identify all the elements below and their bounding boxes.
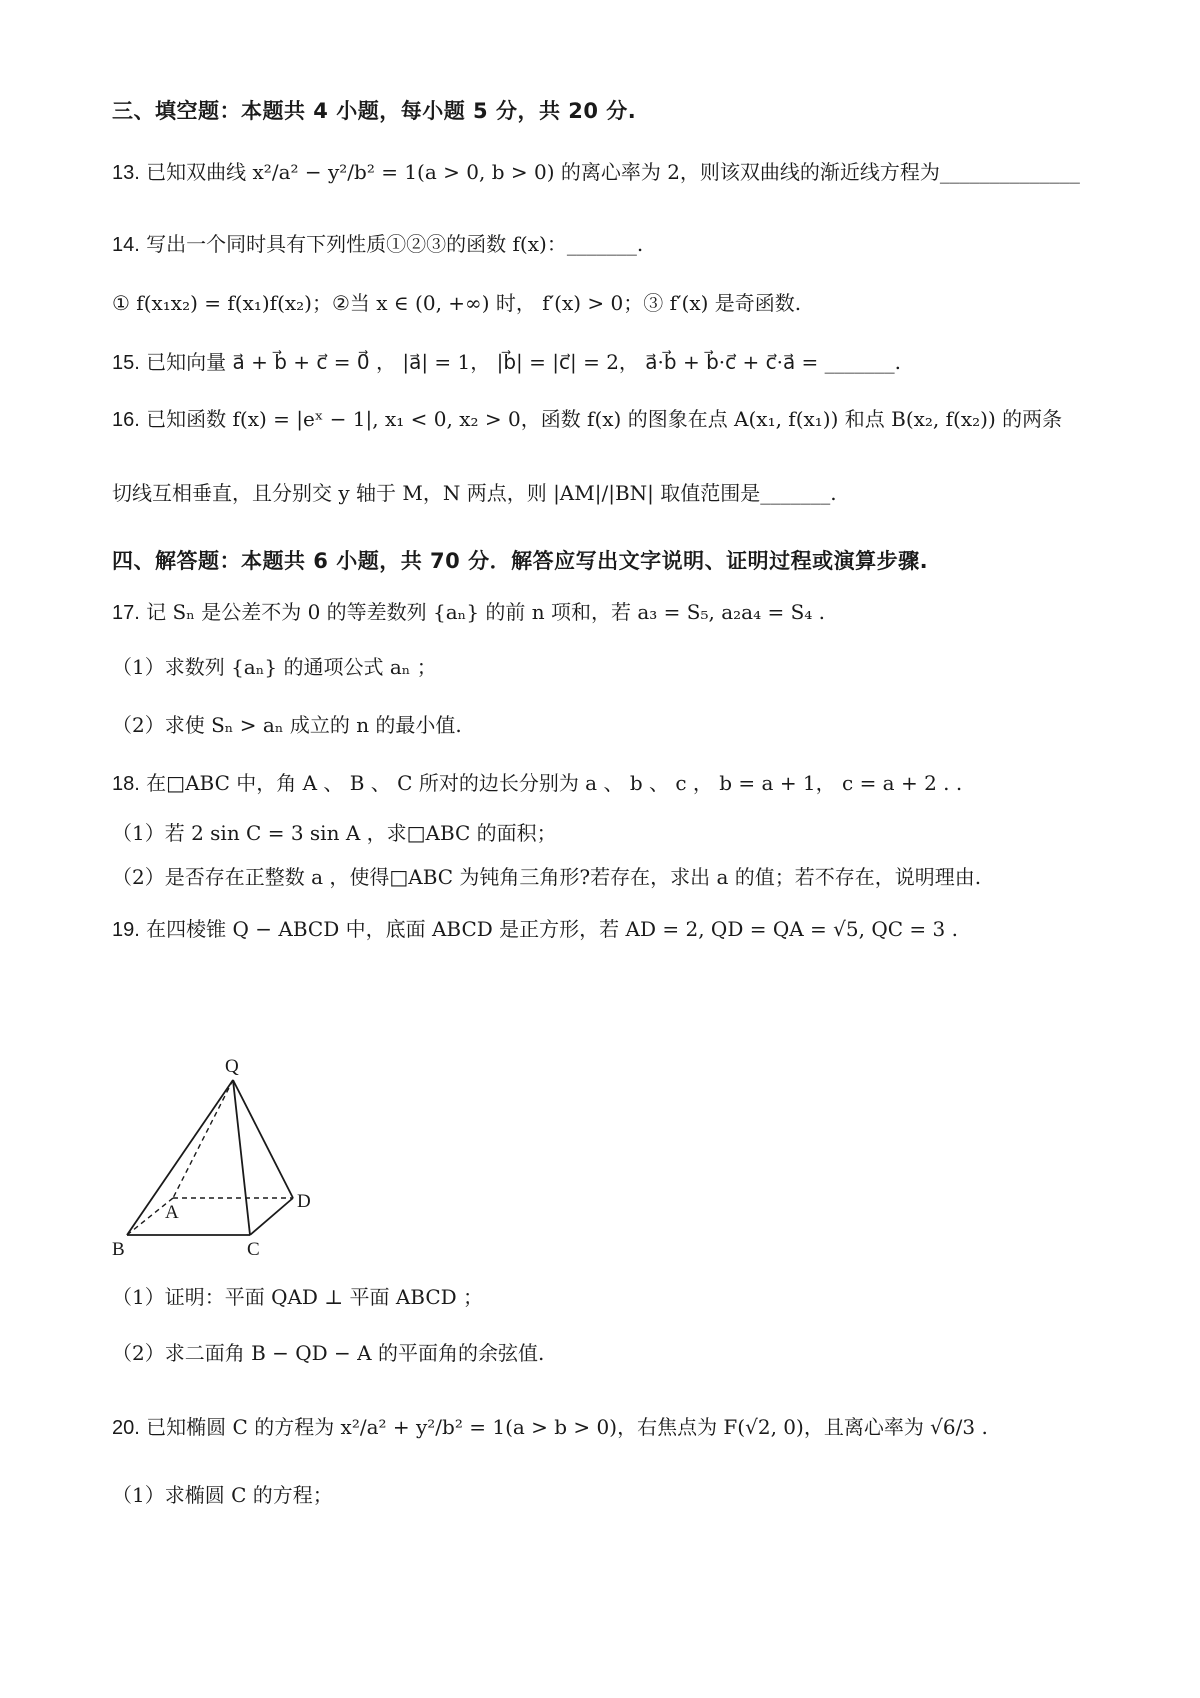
- question-text: 已知向量 a⃗ + b⃗ + c⃗ = 0⃗ ， |a⃗| = 1， |b⃗| = |c⃗| = 2， a⃗·b⃗ + b⃗·c⃗ + c⃗·a⃗ = _______.: [146, 350, 902, 374]
- question-20-part-1: （1）求椭圆 C 的方程；: [112, 1483, 333, 1507]
- section-heading-answers: 四、解答题：本题共 6 小题，共 70 分．解答应写出文字说明、证明过程或演算步骤.: [112, 549, 929, 573]
- edge-qa: [173, 1080, 233, 1198]
- question-number: 19.: [112, 919, 140, 941]
- question-19-part-2: （2）求二面角 B − QD − A 的平面角的余弦值.: [112, 1341, 545, 1365]
- question-text: 记 Sₙ 是公差不为 0 的等差数列 {aₙ} 的前 n 项和，若 a₃ = S₅, a₂a₄ = S₄ .: [146, 600, 826, 624]
- question-number: 20.: [112, 1417, 140, 1439]
- question-18: [112, 768, 1120, 799]
- question-number: 14.: [112, 234, 140, 256]
- question-15: [112, 347, 1120, 378]
- edge-qd: [233, 1080, 293, 1198]
- edge-qc: [233, 1080, 250, 1235]
- question-number: 16.: [112, 409, 140, 431]
- question-text: 已知双曲线 x²/a² − y²/b² = 1(a > 0, b > 0) 的离心率为 2，则该双曲线的渐近线方程为______________: [146, 160, 1080, 184]
- question-19: [112, 914, 1120, 945]
- label-c: C: [247, 1239, 260, 1260]
- question-16: [112, 404, 1120, 435]
- question-13: [112, 157, 1120, 188]
- section-heading-fill-blank: 三、填空题：本题共 4 小题，每小题 5 分，共 20 分.: [112, 99, 637, 123]
- question-16-continued: 切线互相垂直，且分别交 y 轴于 M，N 两点，则 |AM|/|BN| 取值范围是_______.: [112, 481, 837, 505]
- question-19-part-1: （1）证明：平面 QAD ⊥ 平面 ABCD ；: [112, 1285, 484, 1309]
- question-text: 在□ABC 中，角 A 、 B 、 C 所对的边长分别为 a 、 b 、 c ， b = a + 1， c = a + 2 . .: [146, 771, 963, 795]
- question-20: [112, 1412, 1120, 1443]
- label-b: B: [112, 1239, 125, 1260]
- question-17: [112, 597, 1120, 628]
- label-q: Q: [225, 1056, 239, 1077]
- label-d: D: [297, 1191, 311, 1212]
- question-text: 写出一个同时具有下列性质①②③的函数 f(x)：_______.: [146, 232, 644, 256]
- question-14: [112, 229, 1120, 260]
- question-18-part-1: （1）若 2 sin C = 3 sin A ，求□ABC 的面积；: [112, 821, 557, 845]
- question-text: 已知椭圆 C 的方程为 x²/a² + y²/b² = 1(a > b > 0)，右焦点为 F(√2, 0)，且离心率为 √6/3 .: [146, 1415, 988, 1439]
- edge-cd: [250, 1198, 293, 1235]
- question-17-part-2: （2）求使 Sₙ > aₙ 成立的 n 的最小值.: [112, 713, 462, 737]
- pyramid-figure: [112, 1050, 355, 1265]
- question-number: 15.: [112, 352, 140, 374]
- question-17-part-1: （1）求数列 {aₙ} 的通项公式 aₙ ；: [112, 655, 437, 679]
- question-number: 13.: [112, 162, 140, 184]
- question-number: 17.: [112, 602, 140, 624]
- edge-qb: [127, 1080, 233, 1235]
- question-14-properties: ① f(x₁x₂) = f(x₁)f(x₂)；②当 x ∈ (0, +∞) 时， f′(x) > 0；③ f′(x) 是奇函数.: [112, 291, 802, 315]
- label-a: A: [165, 1202, 179, 1223]
- question-number: 18.: [112, 773, 140, 795]
- question-text: 已知函数 f(x) = |eˣ − 1|, x₁ < 0, x₂ > 0，函数 f(x) 的图象在点 A(x₁, f(x₁)) 和点 B(x₂, f(x₂)) 的两条: [146, 407, 1063, 431]
- question-text: 在四棱锥 Q − ABCD 中，底面 ABCD 是正方形，若 AD = 2, QD = QA = √5, QC = 3 .: [146, 917, 958, 941]
- question-18-part-2: （2）是否存在正整数 a ，使得□ABC 为钝角三角形?若存在，求出 a 的值；若不存在，说明理由.: [112, 865, 982, 889]
- pyramid-diagram: [112, 1050, 355, 1265]
